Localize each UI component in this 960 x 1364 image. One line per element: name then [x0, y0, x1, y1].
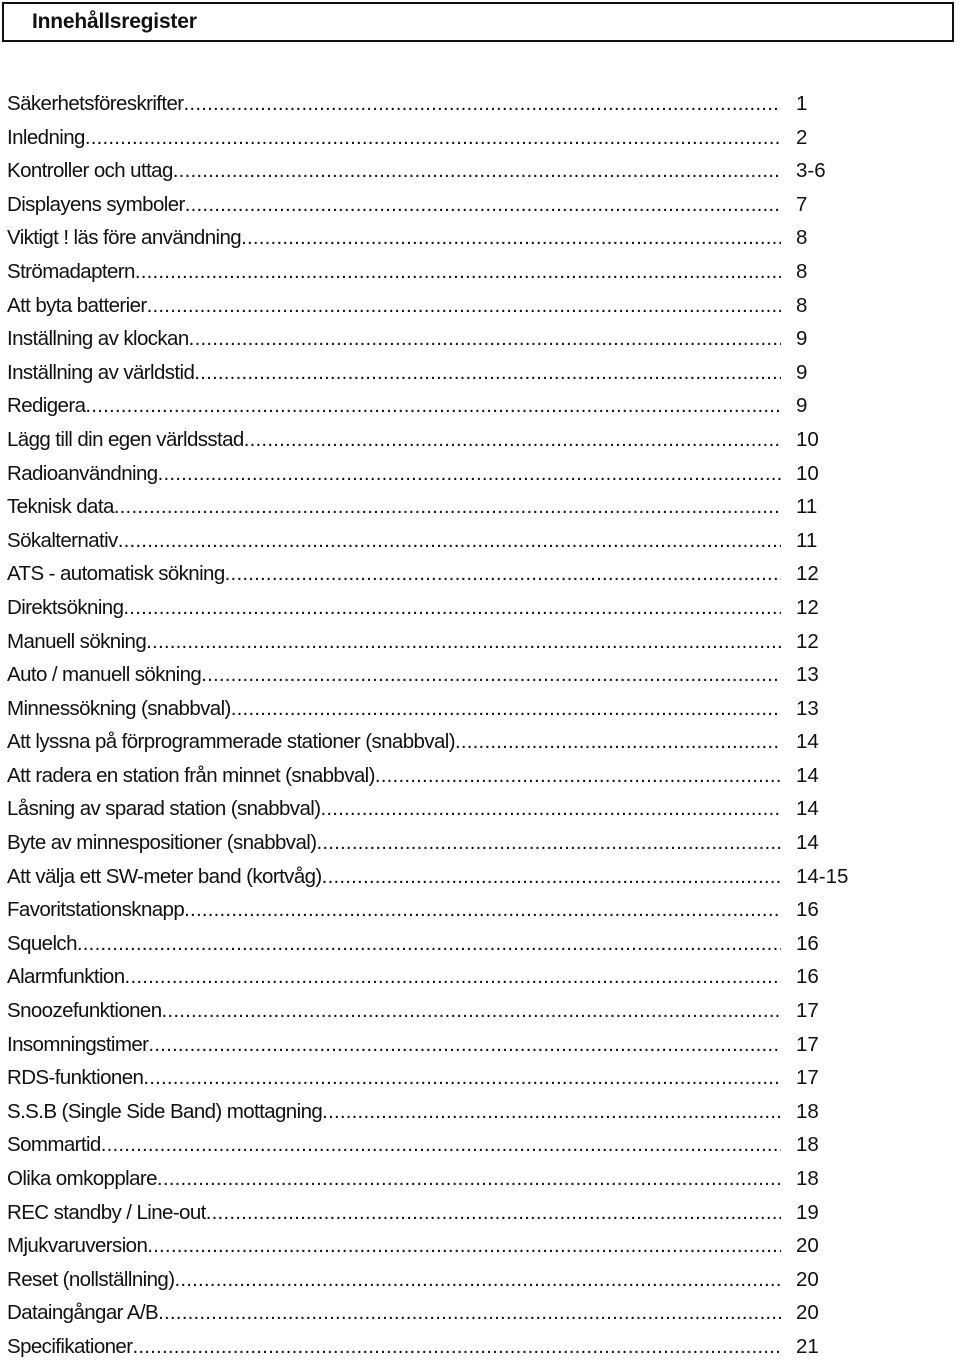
toc-entry-leader	[7, 154, 781, 188]
toc-entry-label: Byte av minnespositioner (snabbval)	[7, 831, 317, 855]
toc-entry-label: Att radera en station från minnet (snabbval)	[7, 763, 375, 787]
toc-entry	[7, 289, 907, 323]
toc-entry-page: 13	[796, 663, 819, 687]
toc-entry-page: 21	[796, 1334, 819, 1358]
toc-entry-label: Inledning	[7, 125, 85, 149]
toc-entry-leader	[7, 1229, 781, 1263]
toc-entry-leader	[7, 1196, 781, 1230]
toc-entry	[7, 960, 907, 994]
toc-entry-page: 17	[796, 999, 819, 1023]
toc-entry	[7, 692, 907, 726]
toc-entry	[7, 322, 907, 356]
toc-entry-leader	[7, 759, 781, 793]
toc-entry-label: Att byta batterier	[7, 293, 147, 317]
toc-entry	[7, 423, 907, 457]
toc-entry-leader	[7, 524, 781, 558]
toc-entry-page: 12	[796, 562, 819, 586]
toc-entry-leader	[7, 356, 781, 390]
toc-entry-leader	[7, 625, 781, 659]
toc-entry-leader	[7, 960, 781, 994]
toc-entry-label: Teknisk data	[7, 495, 114, 519]
toc-entry-page: 7	[796, 192, 808, 216]
toc-entry-leader	[7, 1028, 781, 1062]
toc-entry-leader	[7, 221, 781, 255]
toc-entry	[7, 356, 907, 390]
toc-entry-leader	[7, 591, 781, 625]
toc-entry-page: 16	[796, 898, 819, 922]
toc-entry	[7, 1162, 907, 1196]
toc-entry-leader	[7, 692, 781, 726]
toc-entry-page: 16	[796, 931, 819, 955]
toc-entry	[7, 860, 907, 894]
toc-entry-leader	[7, 725, 781, 759]
page-title: Innehållsregister	[32, 10, 197, 33]
toc-entry-label: Auto / manuell sökning	[7, 663, 202, 687]
toc-entry	[7, 1196, 907, 1230]
toc-entry	[7, 1263, 907, 1297]
toc-entry-label: Alarmfunktion	[7, 965, 125, 989]
toc-entry-leader	[7, 1061, 781, 1095]
toc-entry-page: 2	[796, 125, 808, 149]
toc-entry-page: 9	[796, 394, 808, 418]
toc-entry-label: Inställning av klockan	[7, 327, 189, 351]
toc-entry-leader	[7, 792, 781, 826]
toc-entry-page: 14	[796, 730, 819, 754]
title-box	[2, 2, 954, 42]
toc-entry	[7, 792, 907, 826]
toc-entry-label: Squelch	[7, 931, 77, 955]
toc-entry-label: Att välja ett SW-meter band (kortvåg)	[7, 864, 322, 888]
toc-entry-label: Kontroller och uttag	[7, 159, 173, 183]
toc-entry-page: 10	[796, 461, 819, 485]
toc-entry	[7, 591, 907, 625]
toc-entry-label: Minnessökning (snabbval)	[7, 696, 231, 720]
toc-entry	[7, 1128, 907, 1162]
toc-entry	[7, 826, 907, 860]
toc-entry	[7, 221, 907, 255]
toc-entry-leader	[7, 289, 781, 323]
toc-entry-page: 18	[796, 1099, 819, 1123]
toc-entry-label: Mjukvaruversion	[7, 1234, 148, 1258]
toc-entry	[7, 927, 907, 961]
toc-entry-label: Reset (nollställning)	[7, 1267, 175, 1291]
toc-entry	[7, 625, 907, 659]
toc-entry-page: 14	[796, 831, 819, 855]
toc-entry-label: Radioanvändning	[7, 461, 158, 485]
toc-entry-label: Manuell sökning	[7, 629, 147, 653]
toc-entry	[7, 994, 907, 1028]
toc-entry-leader	[7, 557, 781, 591]
toc-entry-page: 12	[796, 595, 819, 619]
toc-entry	[7, 1028, 907, 1062]
toc-entry-label: Att lyssna på förprogrammerade stationer (snabbval)	[7, 730, 455, 754]
toc-entry-leader	[7, 1095, 781, 1129]
toc-entry-page: 9	[796, 360, 808, 384]
toc-entry-label: Sommartid	[7, 1133, 101, 1157]
toc-entry-label: Favoritstationsknapp	[7, 898, 185, 922]
toc-entry-leader	[7, 1330, 781, 1364]
toc-entry-leader	[7, 927, 781, 961]
toc-entry-label: Redigera	[7, 394, 86, 418]
toc-entry-leader	[7, 87, 781, 121]
toc-entry-page: 1	[796, 92, 808, 115]
toc-entry-page: 18	[796, 1133, 819, 1157]
toc-entry-leader	[7, 994, 781, 1028]
toc-entry-page: 19	[796, 1200, 819, 1224]
toc-entry-label: ATS - automatisk sökning	[7, 562, 225, 586]
toc-entry-page: 14	[796, 797, 819, 821]
toc-entry	[7, 658, 907, 692]
toc-entry	[7, 893, 907, 927]
toc-entry-page: 11	[796, 495, 818, 519]
toc-entry-label: REC standby / Line-out	[7, 1200, 206, 1224]
toc-entry	[7, 1330, 907, 1364]
toc-entry	[7, 154, 907, 188]
toc-entry-page: 20	[796, 1234, 819, 1258]
toc-entry-leader	[7, 860, 781, 894]
toc-entry	[7, 524, 907, 558]
toc-entry	[7, 389, 907, 423]
toc-entry-leader	[7, 188, 781, 222]
toc-entry-leader	[7, 255, 781, 289]
toc-entry-leader	[7, 322, 781, 356]
toc-entry	[7, 255, 907, 289]
toc-entry-page: 17	[796, 1032, 819, 1056]
toc-entry-page: 10	[796, 427, 819, 451]
toc-entry	[7, 457, 907, 491]
toc-entry-leader	[7, 1263, 781, 1297]
toc-entry-leader	[7, 1162, 781, 1196]
toc-entry-label: Displayens symboler	[7, 192, 185, 216]
toc-entry	[7, 1061, 907, 1095]
toc-entry	[7, 1095, 907, 1129]
toc-entry	[7, 1296, 907, 1330]
toc-entry-page: 14	[796, 763, 819, 787]
table-of-contents	[7, 87, 907, 1364]
toc-entry-page: 11	[796, 528, 818, 552]
toc-entry-label: Inställning av världstid	[7, 360, 195, 384]
toc-entry-label: Säkerhetsföreskrifter	[7, 92, 184, 115]
toc-entry-page: 16	[796, 965, 819, 989]
toc-entry-page: 8	[796, 259, 808, 283]
toc-entry-leader	[7, 389, 781, 423]
toc-entry-page: 13	[796, 696, 819, 720]
toc-entry-label: Insomningstimer	[7, 1032, 149, 1056]
toc-entry-label: Lägg till din egen världsstad	[7, 427, 244, 451]
toc-entry	[7, 490, 907, 524]
toc-entry-page: 14-15	[796, 864, 849, 888]
toc-entry-leader	[7, 658, 781, 692]
toc-entry-leader	[7, 1128, 781, 1162]
toc-entry-leader	[7, 893, 781, 927]
toc-entry-label: Snoozefunktionen	[7, 999, 162, 1023]
toc-entry-label: Låsning av sparad station (snabbval)	[7, 797, 321, 821]
toc-entry-page: 12	[796, 629, 819, 653]
toc-entry-leader	[7, 457, 781, 491]
toc-entry	[7, 188, 907, 222]
toc-entry	[7, 87, 907, 121]
toc-entry	[7, 1229, 907, 1263]
toc-entry-page: 8	[796, 226, 808, 250]
toc-entry-label: Viktigt ! läs före användning	[7, 226, 242, 250]
toc-entry	[7, 759, 907, 793]
toc-entry-leader	[7, 826, 781, 860]
toc-entry	[7, 557, 907, 591]
toc-entry-page: 20	[796, 1267, 819, 1291]
toc-entry-page: 17	[796, 1066, 819, 1090]
toc-entry-page: 20	[796, 1301, 819, 1325]
toc-entry-leader	[7, 121, 781, 155]
toc-entry-leader	[7, 423, 781, 457]
toc-entry-label: Sökalternativ	[7, 528, 118, 552]
toc-entry-page: 18	[796, 1167, 819, 1190]
toc-entry-label: Specifikationer	[7, 1334, 133, 1358]
toc-entry-label: Strömadaptern	[7, 259, 135, 283]
toc-entry-label: Direktsökning	[7, 595, 124, 619]
toc-entry-label: Dataingångar A/B	[7, 1301, 159, 1325]
toc-entry-page: 9	[796, 327, 808, 351]
toc-entry	[7, 725, 907, 759]
toc-entry-label: Olika omkopplare	[7, 1167, 157, 1190]
toc-entry-label: S.S.B (Single Side Band) mottagning	[7, 1099, 323, 1123]
toc-entry	[7, 121, 907, 155]
toc-entry-leader	[7, 490, 781, 524]
toc-entry-label: RDS-funktionen	[7, 1066, 144, 1090]
toc-entry-page: 3-6	[796, 159, 826, 183]
toc-entry-page: 8	[796, 293, 808, 317]
toc-entry-leader	[7, 1296, 781, 1330]
